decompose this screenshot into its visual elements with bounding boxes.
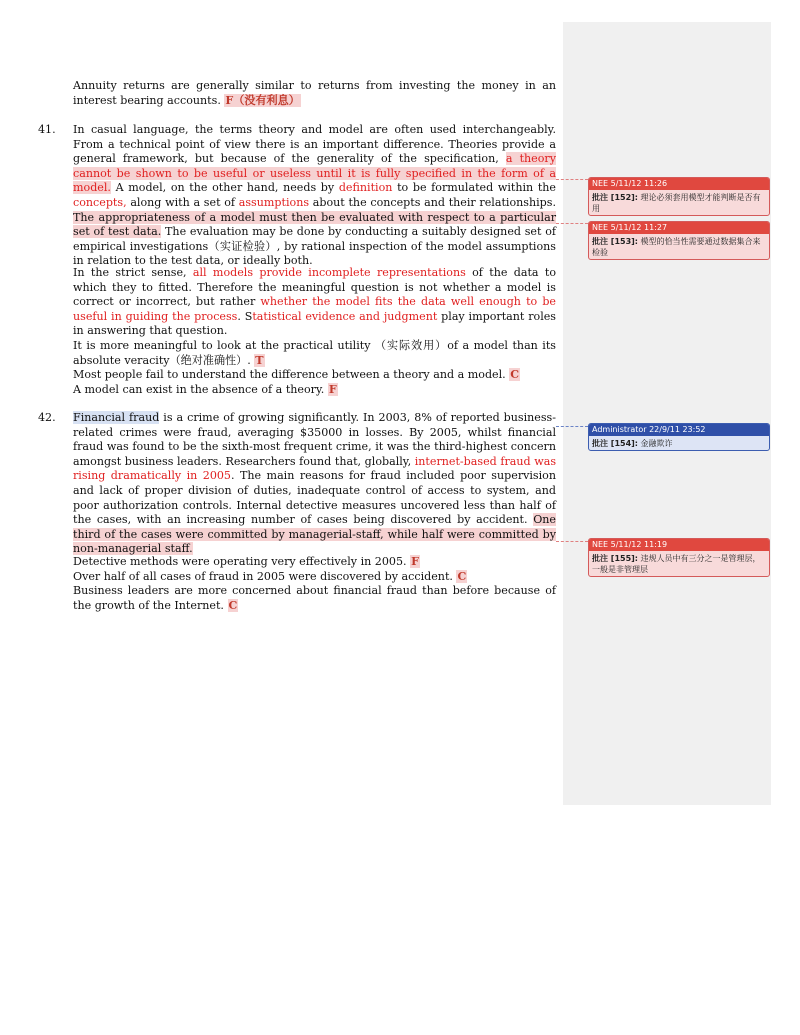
statement: [73, 584, 556, 613]
comment-body: [589, 436, 769, 451]
comment-header: NEE 5/11/12 11:27: [589, 222, 769, 234]
comment-text: 金融欺诈: [640, 439, 673, 448]
comment-label: 批注 [154]:: [592, 439, 638, 448]
comment-connector: [556, 426, 588, 427]
comment-margin-pane: [563, 22, 771, 805]
comment-155[interactable]: [588, 538, 770, 577]
text-span: . The main reasons for fraud included poor supervision and lack of proper division of duties, inadequate control of access to system, and poor authorization controls. Internal detective measures uncovered less than half of the cases, with an increasing number of cases being discovered by accident.: [73, 469, 556, 527]
highlight-financial-fraud: Financial fraud: [73, 411, 160, 424]
statement: [73, 383, 556, 398]
text-span: play important roles in answering that question.: [73, 309, 556, 338]
question-number-41: 41.: [38, 123, 56, 136]
text-span: In the strict sense,: [73, 266, 193, 279]
comment-label: 批注 [152]:: [592, 193, 638, 202]
intro-text: Annuity returns are generally similar to returns from investing the money in an interest bearing accounts.: [73, 79, 556, 107]
red-term-definition: definition: [338, 181, 393, 195]
q42-statements: [73, 555, 556, 613]
answer-mark: T: [255, 353, 264, 367]
comment-connector: [556, 541, 588, 542]
comment-connector: [556, 179, 588, 180]
red-phrase-fits: whether the model fits the data well enough to be useful in guiding the process: [73, 295, 556, 323]
answer-mark: F: [328, 382, 337, 396]
statement-text: Business leaders are more concerned about financial fraud than before because of the growth of the Internet.: [73, 584, 556, 612]
answer-mark: C: [510, 368, 520, 382]
text-span: A model, on the other hand, needs by: [110, 181, 339, 195]
q42-paragraph-1: [73, 411, 556, 557]
comment-body: [589, 234, 769, 260]
statement-text: Detective methods were operating very effectively in 2005.: [73, 555, 407, 568]
red-phrase-incomplete: all models provide incomplete representations: [192, 266, 466, 279]
intro-paragraph: [73, 79, 556, 108]
text-span: to be formulated within the: [392, 181, 556, 195]
comment-153[interactable]: [588, 221, 770, 260]
text-span: . S: [237, 309, 253, 323]
comment-text: 理论必须套用模型才能判断是否有用: [592, 193, 761, 213]
statement: [73, 570, 556, 585]
statement: [73, 555, 556, 570]
red-term-concepts: concepts,: [73, 195, 127, 209]
comment-header: NEE 5/11/12 11:26: [589, 178, 769, 190]
statement-text: Most people fail to understand the difference between a theory and a model.: [73, 368, 506, 382]
q41-paragraph-2: [73, 266, 556, 339]
comment-154[interactable]: [588, 423, 770, 451]
comment-152[interactable]: [588, 177, 770, 216]
text-span: of the data to which they to fitted. Therefore the meaningful question is not whether a model is correct or incorrect, but rather: [73, 266, 557, 309]
comment-connector: [556, 223, 588, 224]
statement-text: It is more meaningful to look at the practical utility （实际效用）of a model than its absolute veracity（绝对准确性）.: [73, 339, 556, 367]
answer-mark: F: [411, 555, 419, 568]
q41-paragraph-1: [73, 123, 556, 269]
comment-text: 违规人员中有三分之一是管理层，一般是非管理层: [592, 554, 761, 574]
comment-label: 批注 [155]:: [592, 554, 638, 563]
highlight-appropriateness: The appropriateness of a model must then be evaluated with respect to a particular set of test data.: [73, 210, 556, 239]
answer-mark: F（没有利息）: [225, 93, 300, 107]
text-span: The evaluation may be done by conducting a suitably designed set of empirical investigations（实证检验）, by rational inspection of the model assumptions in relation to the test data, or ideally both.: [73, 225, 557, 268]
comment-label: 批注 [153]:: [592, 237, 638, 246]
answer-mark: C: [228, 598, 238, 612]
comment-header: Administrator 22/9/11 23:52: [589, 424, 769, 436]
text-span: is a crime of growing significantly. In 2003, 8% of reported business-related crimes were fraud, averaging $35000 in losses. By 2005, whilst financial fraud was found to be the sixth-most frequent crime, it was the third-highest concern amongst business leaders. Researchers found that, globally,: [73, 411, 557, 468]
answer-mark: C: [457, 569, 467, 583]
statement-text: Over half of all cases of fraud in 2005 were discovered by accident.: [73, 569, 453, 583]
comment-body: [589, 190, 769, 216]
text-span: In casual language, the terms theory and model are often used interchangeably. From a technical point of view there is an important difference. Theories provide a general framework, but because of the generality of the specification,: [73, 123, 556, 166]
highlight-theory: a theory cannot be shown to be useful or useless until it is fully specified in the form of a model.: [73, 152, 556, 195]
statement: [73, 368, 556, 383]
comment-text: 模型的恰当性需要通过数据集合来检验: [592, 237, 761, 257]
red-phrase-statistical: tatistical evidence and judgment: [252, 309, 438, 323]
statement: [73, 339, 556, 368]
statement-text: A model can exist in the absence of a theory.: [73, 382, 325, 396]
question-number-42: 42.: [38, 411, 56, 424]
red-phrase-internet-fraud: internet-based fraud was rising dramatically in 2005: [73, 454, 557, 483]
q41-statements: [73, 339, 556, 397]
highlight-one-third: One third of the cases were committed by managerial-staff, while half were committed by non-managerial staff.: [73, 513, 556, 556]
comment-body: [589, 551, 769, 577]
text-span: about the concepts and their relationships.: [309, 195, 557, 209]
text-span: along with a set of: [126, 195, 239, 209]
red-term-assumptions: assumptions: [238, 195, 310, 209]
comment-header: NEE 5/11/12 11:19: [589, 539, 769, 551]
